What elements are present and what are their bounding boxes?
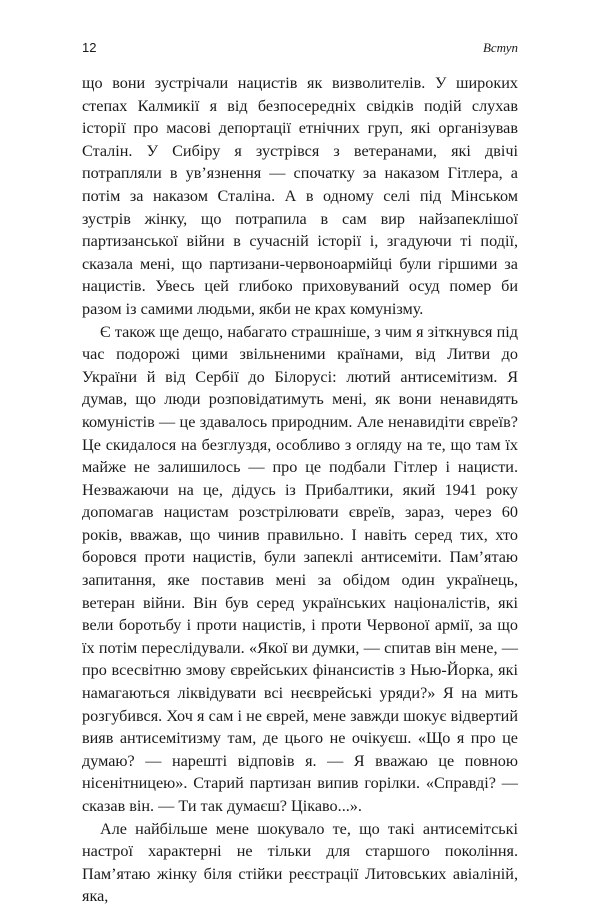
page-number: 12 (82, 40, 97, 55)
paragraph-1: що вони зустрічали нацистів як визволителів. У широких степах Калмикії я від безпосередніх свідків подій слухав історії про масові депортації етнічних груп, які організував Сталін. У Сибіру я зустрівся з ветеранами, які двічі потрапляли в ув’язнення — спочатку за наказом Гітлера, а потім за наказом Сталіна. А в одному селі під Мінськом зустрів жінку, що потрапила в сам вир найзапеклішої партизанської війни в сучасній історії і, згадуючи ті події, сказала мені, що партизани-червоноармійці були гіршими за нацистів. Увесь цей глибоко приховуваний осуд помер би разом із самими людьми, якби не крах комунізму. (82, 74, 518, 318)
paragraph-3: Але найбільше мене шокувало те, що такі антисемітські настрої характерні не тільки для старшого покоління. Пам’ятаю жінку біля стійки реєстрації Литовських авіаліній, яка, (82, 819, 518, 906)
body-text (82, 72, 518, 908)
paragraph-2: Є також ще дещо, набагато страшніше, з чим я зіткнувся під час подорожі цими звільненими країнами, від Литви до України й від Сербії до Білорусі: лютий антисемітизм. Я думав, що люди розповідатимуть мені, як вони ненавидять комуністів — це здавалось природним. Але ненавидіти євреїв? Це скидалося на безглуздя, особливо з огляду на те, що там їх майже не залишилось — про це подбали Гітлер і нацисти. Незважаючи на це, дідусь із Прибалтики, який 1941 року допомагав нацистам розстрілювати євреїв, зараз, через 60 років, вважав, що чинив правильно. І навіть серед тих, хто боровся проти нацистів, були запеклі антисеміти. Пам’ятаю запитання, яке поставив мені за обідом один українець, ветеран війни. Він був серед українських націоналістів, які вели боротьбу і проти нацистів, і проти Червоної армії, за що їх потім переслідували. «Якої ви думки, — спитав він мене, — про всесвітню змову єврейських фінансистів з Нью-Йорка, які намагаються ліквідувати всі неєврейські уряди?» Я на мить розгубився. Хоч я сам і не єврей, мене завжди шокує відвертий вияв антисемітизму там, де цього не очікуєш. «Що я про це думаю? — нарешті відповів я. — Я вважаю це повною нісенітницею». Старий партизан випив горілки. «Справді? — сказав він. — Ти так думаєш? Цікаво...». (82, 322, 518, 815)
page-header (82, 40, 518, 62)
running-title: Вступ (482, 40, 518, 55)
